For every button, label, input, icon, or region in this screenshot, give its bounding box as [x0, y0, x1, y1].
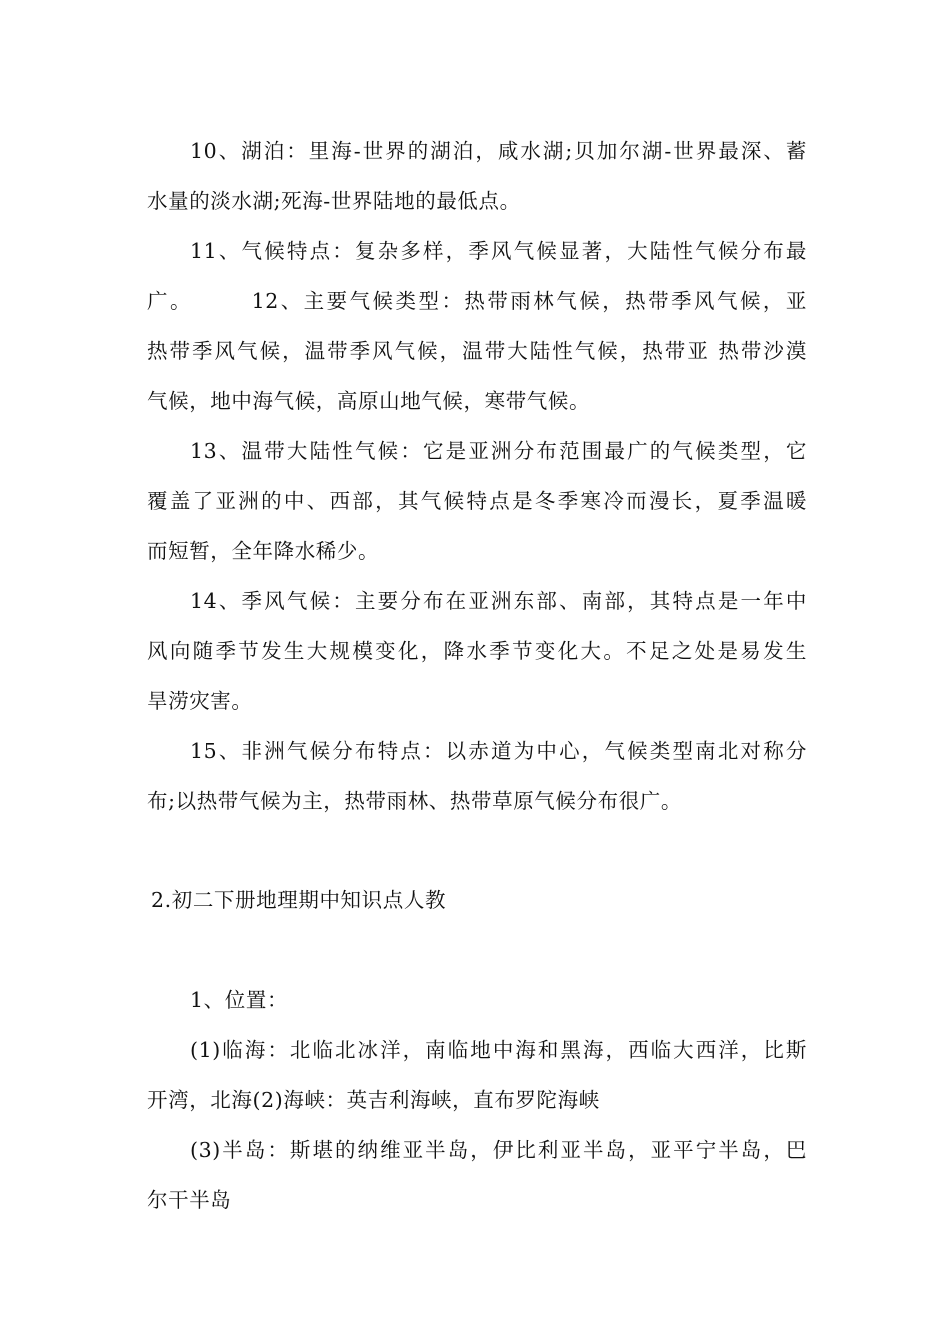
- paragraph-10-line-1: 10、湖泊：里海-世界的湖泊，咸水湖;贝加尔湖-世界最深、蓄: [190, 139, 807, 163]
- paragraph-11-line-1: 11、气候特点：复杂多样，季风气候显著，大陆性气候分布最: [190, 239, 807, 263]
- peninsulas-line-1: (3)半岛：斯堪的纳维亚半岛，伊比利亚半岛，亚平宁半岛，巴: [190, 1138, 807, 1162]
- peninsulas-line-2: 尔干半岛: [147, 1188, 232, 1212]
- paragraph-14-line-3: 旱涝灾害。: [147, 689, 253, 713]
- paragraph-13-line-3: 而短暂，全年降水稀少。: [147, 539, 380, 563]
- paragraph-14-line-2: 风向随季节发生大规模变化，降水季节变化大。不足之处是易发生: [147, 639, 807, 663]
- paragraph-10-line-2: 水量的淡水湖;死海-世界陆地的最低点。: [147, 189, 521, 213]
- adjacent-seas-line-1: (1)临海：北临北冰洋，南临地中海和黑海，西临大西洋，比斯: [190, 1038, 807, 1062]
- paragraph-11-12-line-2: 广。 12、主要气候类型：热带雨林气候，热带季风气候，亚: [147, 289, 807, 313]
- paragraph-15-line-2: 布;以热带气候为主，热带雨林、热带草原气候分布很广。: [147, 789, 683, 813]
- position-title: 1、位置：: [190, 988, 289, 1012]
- section-heading: 2.初二下册地理期中知识点人教: [151, 888, 447, 912]
- paragraph-12-line-4: 气候，地中海气候，高原山地气候，寒带气候。: [147, 389, 591, 413]
- adjacent-seas-line-2: 开湾，北海(2)海峡：英吉利海峡，直布罗陀海峡: [147, 1088, 600, 1112]
- paragraph-12-line-3: 热带季风气候，温带季风气候，温带大陆性气候，热带亚 热带沙漠: [147, 339, 807, 363]
- paragraph-14-line-1: 14、季风气候：主要分布在亚洲东部、南部，其特点是一年中: [190, 589, 807, 613]
- paragraph-13-line-2: 覆盖了亚洲的中、西部，其气候特点是冬季寒冷而漫长，夏季温暖: [147, 489, 807, 513]
- paragraph-15-line-1: 15、非洲气候分布特点：以赤道为中心，气候类型南北对称分: [190, 739, 807, 763]
- paragraph-13-line-1: 13、温带大陆性气候：它是亚洲分布范围最广的气候类型，它: [190, 439, 807, 463]
